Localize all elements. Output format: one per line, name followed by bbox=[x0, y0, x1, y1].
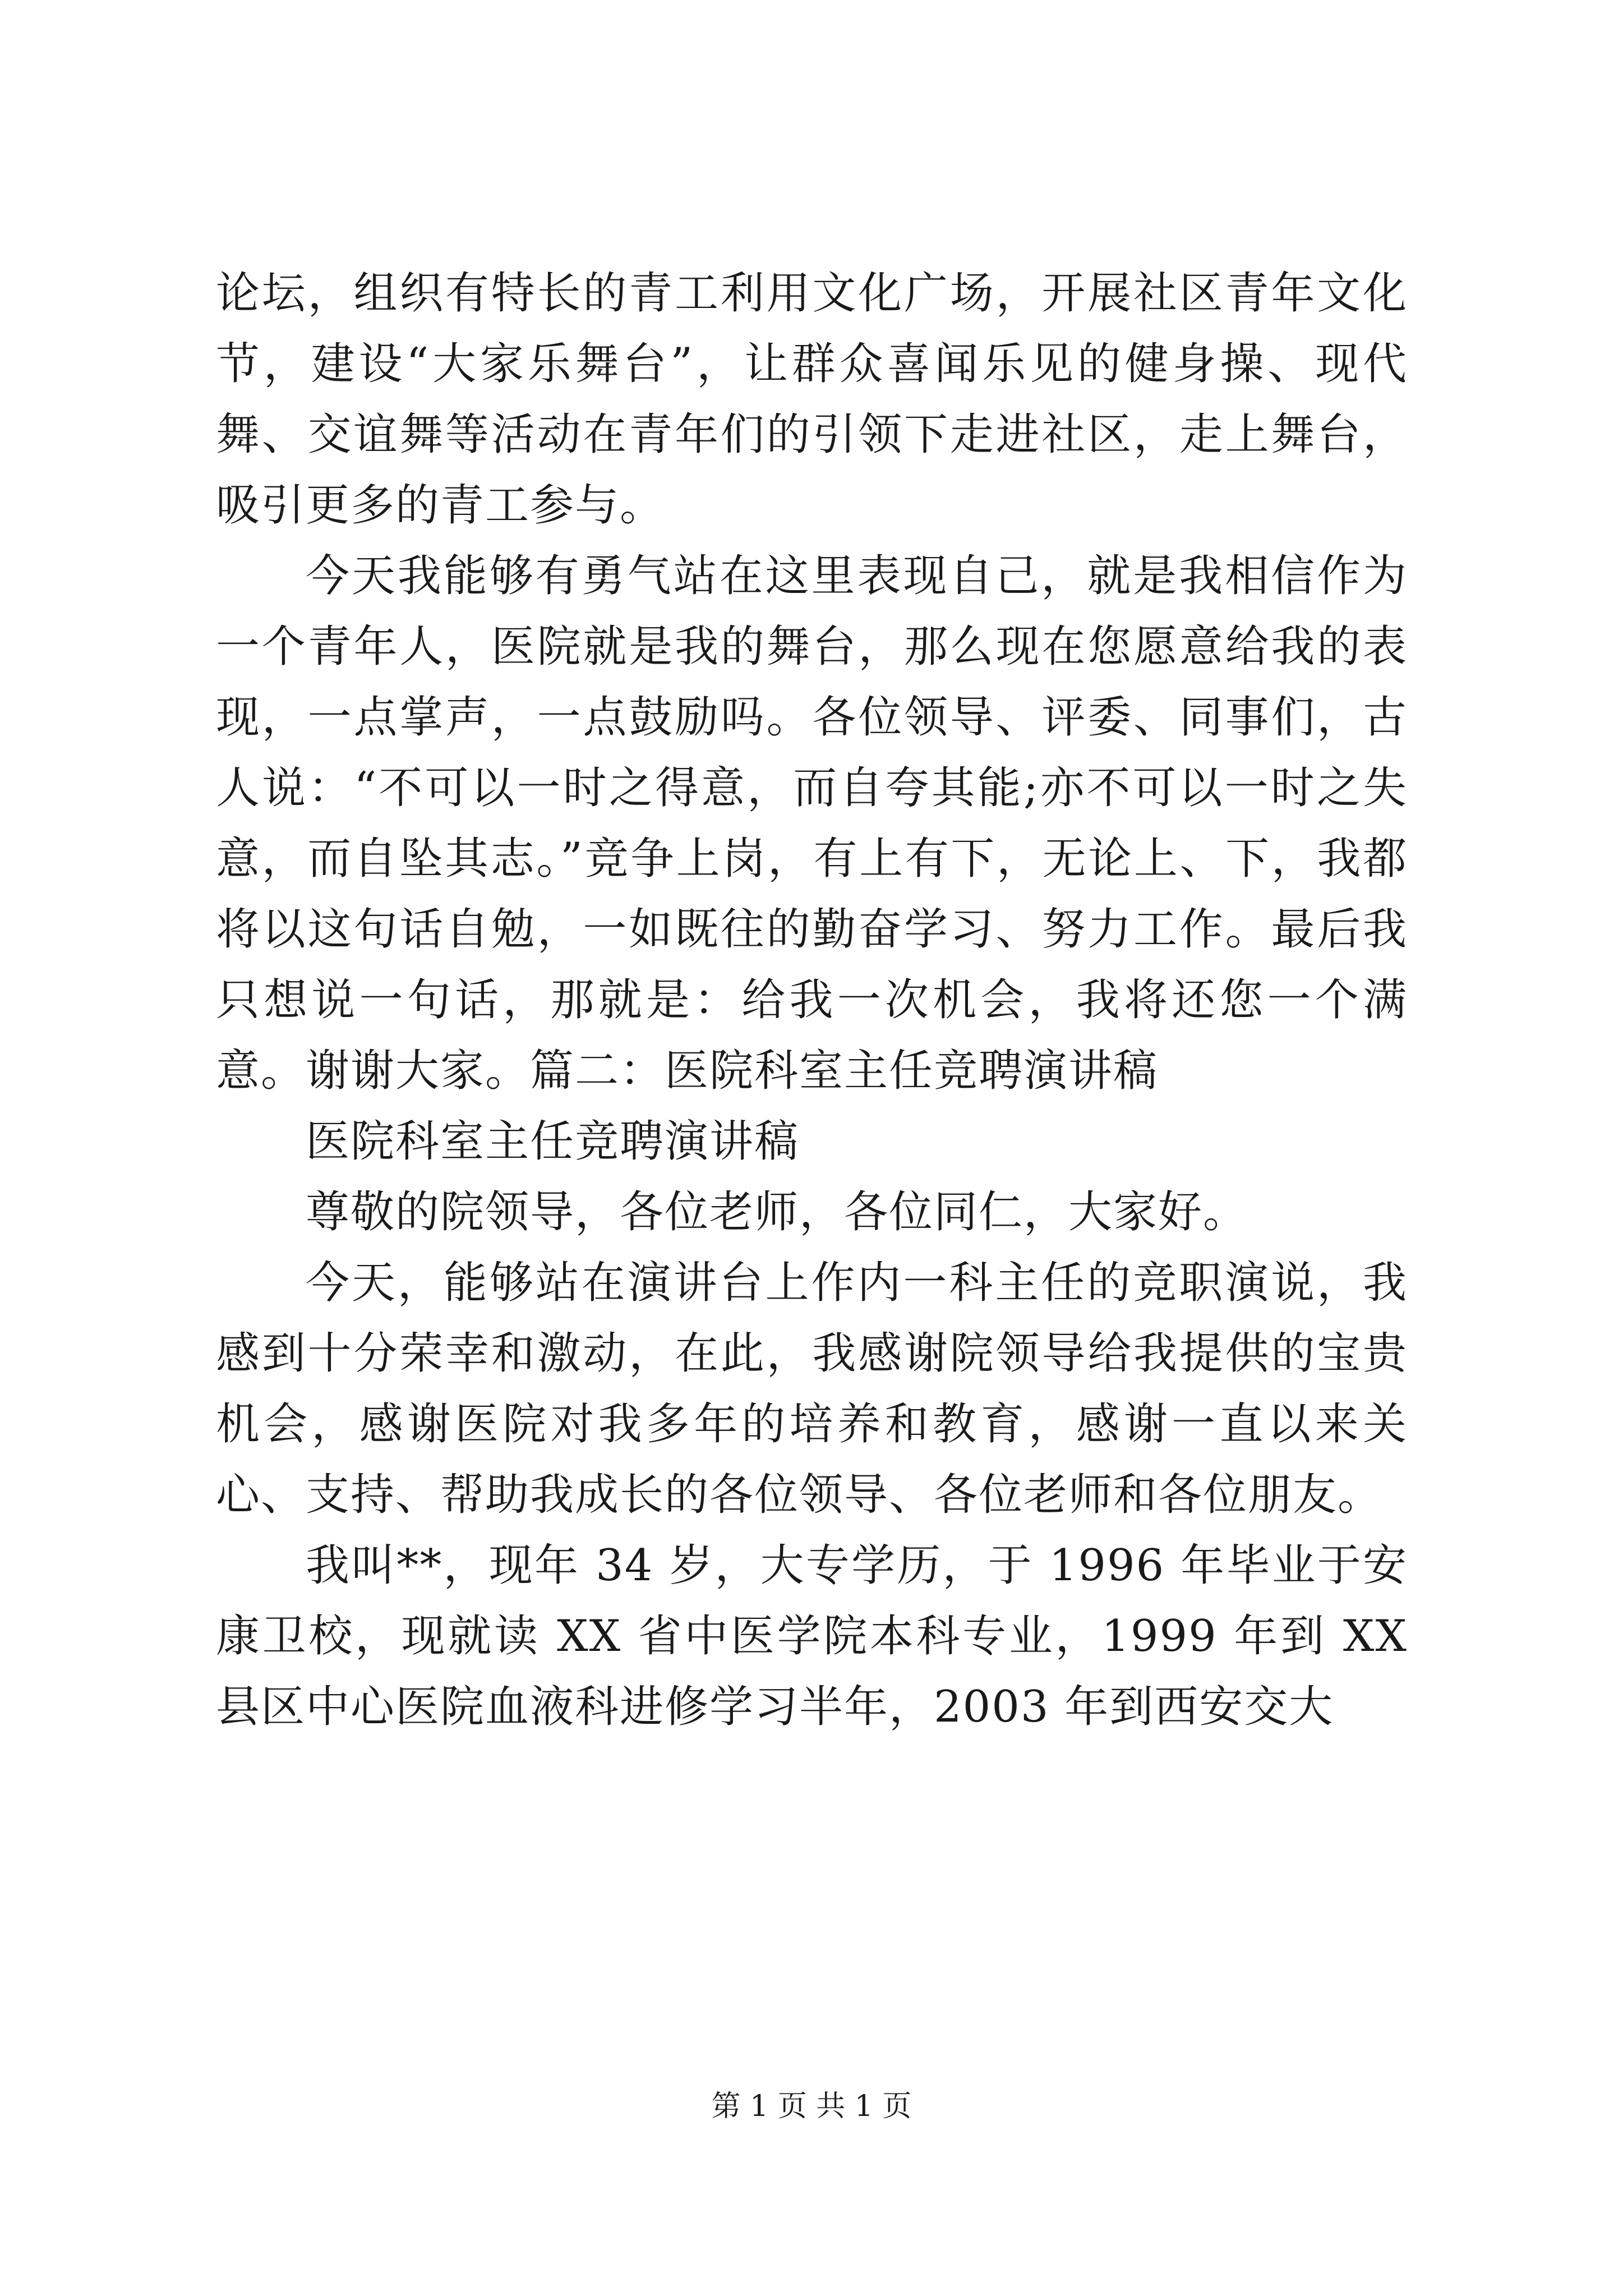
page-footer: 第 1 页 共 1 页 bbox=[711, 2090, 912, 2123]
paragraph-background: 我叫**，现年 34 岁，大专学历，于 1996 年毕业于安康卫校，现就读 XX 省中医学院本科专业，1999 年到 XX 县区中心医院血液科进修学习半年，2003 年到西安交大 bbox=[216, 1540, 1408, 1732]
document-body bbox=[216, 258, 1408, 1742]
paragraph-introduction: 今天，能够站在演讲台上作内一科主任的竞职演说，我感到十分荣幸和激动，在此，我感谢院领导给我提供的宝贵机会，感谢医院对我多年的培养和教育，感谢一直以来关心、支持、帮助我成长的各位领导、各位老师和各位朋友。 bbox=[216, 1258, 1408, 1520]
paragraph-closing-remarks: 今天我能够有勇气站在这里表现自己，就是我相信作为一个青年人，医院就是我的舞台，那么现在您愿意给我的表现，一点掌声，一点鼓励吗。各位领导、评委、同事们，古人说：“不可以一时之得意，而自夸其能;亦不可以一时之失意，而自坠其志。”竞争上岗，有上有下，无论上、下，我都将以这句话自勉，一如既往的勤奋学习、努力工作。最后我只想说一句话，那就是：给我一次机会，我将还您一个满意。谢谢大家。篇二：医院科室主任竞聘演讲稿 bbox=[216, 551, 1408, 1096]
paragraph-continuation: 论坛，组织有特长的青工利用文化广场，开展社区青年文化节，建设“大家乐舞台”，让群众喜闻乐见的健身操、现代舞、交谊舞等活动在青年们的引领下走进社区，走上舞台，吸引更多的青工参与。 bbox=[216, 268, 1408, 531]
section-heading: 医院科室主任竞聘演讲稿 bbox=[306, 1116, 800, 1167]
paragraph-greeting: 尊敬的院领导，各位老师，各位同仁，大家好。 bbox=[306, 1187, 1248, 1237]
